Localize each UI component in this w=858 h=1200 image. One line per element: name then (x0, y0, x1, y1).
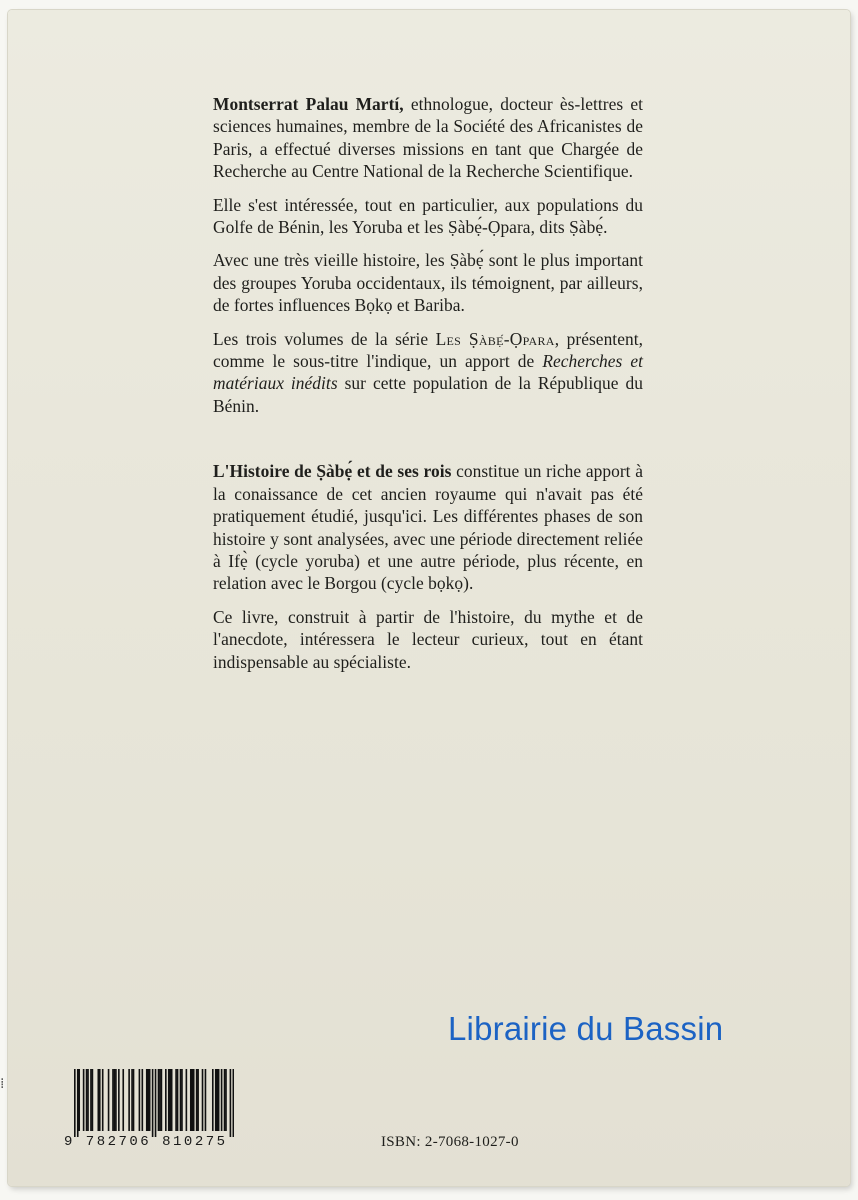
author-name: Montserrat Palau Martí, (213, 94, 404, 114)
barcode-bar (142, 1069, 144, 1131)
barcode-bar (99, 1069, 101, 1131)
subtitle-italic: Recherches et matériaux inédits (213, 351, 644, 394)
isbn-number: ISBN: 2-7068-1027-0 (381, 1134, 519, 1150)
barcode-bar (233, 1069, 234, 1137)
barcode-bar (215, 1069, 217, 1131)
barcode-digits: 9 782706 810275 (64, 1134, 228, 1150)
history-paragraph: Avec une très vieille histoire, les Ṣàbẹ́ sont le plus important des groupes Yoruba occidentaux, ils témoignent, par ailleurs, de fortes influences Bọkọ et Bariba. (213, 250, 643, 316)
barcode-bar (181, 1069, 183, 1131)
barcode-bar (197, 1069, 199, 1131)
barcode-bar (177, 1069, 179, 1131)
barcode-bar (86, 1069, 88, 1131)
barcode-bar (190, 1069, 192, 1131)
barcode-bar (122, 1069, 124, 1131)
back-cover-text (213, 93, 643, 684)
barcode-bar (212, 1069, 214, 1131)
barcode-bar (202, 1069, 204, 1131)
barcode-bar (118, 1069, 120, 1131)
barcode-bar (78, 1069, 80, 1131)
barcode-bar (218, 1069, 220, 1131)
barcode-bar (224, 1069, 226, 1131)
barcode-bar (108, 1069, 110, 1131)
barcode-bar (165, 1069, 167, 1131)
book-description-paragraph (213, 460, 643, 594)
book-description: constitue un riche apport à la conaissance de cet ancien royaume qui n'avait pas été pratiquement étudié, jusqu'ici. Les différentes phases de son histoire y sont analysées, avec une période directement reliée à Ifẹ̀ (cycle yoruba) et une autre période, plus récente, en relation avec le Borgou (cycle bọkọ). (213, 461, 643, 594)
series-title: Les Ṣàbẹ́-Ọpara (435, 328, 555, 349)
barcode-bar (168, 1069, 170, 1131)
barcode (50, 1069, 235, 1161)
barcode-bar (115, 1069, 117, 1131)
barcode-bar (180, 1069, 182, 1131)
barcode-bar (112, 1069, 114, 1131)
barcode-bar (159, 1069, 161, 1131)
barcode-bar (97, 1069, 99, 1131)
barcode-bar (133, 1069, 135, 1131)
barcode-bar (83, 1069, 85, 1131)
barcode-bar (146, 1069, 148, 1131)
barcode-bar (186, 1069, 188, 1131)
barcode-bar (128, 1069, 130, 1131)
barcode-bar (139, 1069, 141, 1131)
barcode-bars (74, 1069, 234, 1141)
barcode-bar (74, 1069, 76, 1137)
book-back-cover (8, 10, 850, 1186)
author-bio: ethnologue, docteur ès-lettres et sciences humaines, membre de la Société des Africanistes de Paris, a effectué diverses missions en tant que Chargée de Recherche au Centre National de la Recherche Scientifique. (213, 94, 643, 182)
series-end: sur cette population de la République du Bénin. (213, 373, 643, 416)
barcode-bar (171, 1069, 173, 1131)
barcode-bar (221, 1069, 223, 1131)
barcode-bar (175, 1069, 177, 1131)
series-middle: , présentent, comme le sous-titre l'indique, un apport de (213, 328, 643, 372)
barcode-bar (158, 1069, 160, 1131)
barcode-bar (193, 1069, 195, 1131)
barcode-bar (191, 1069, 193, 1131)
barcode-bar (155, 1069, 157, 1137)
barcode-bar (196, 1069, 198, 1131)
barcode-bar (205, 1069, 207, 1131)
book-title: L'Histoire de Ṣàbẹ́ et de ses rois (213, 461, 452, 482)
barcode-bar (92, 1069, 94, 1131)
barcode-bar (152, 1069, 154, 1137)
barcode-bar (161, 1069, 163, 1131)
barcode-bar (77, 1069, 79, 1137)
author-paragraph (213, 93, 643, 183)
barcode-bar (102, 1069, 104, 1131)
section-gap (213, 428, 643, 460)
seller-watermark: Librairie du Bassin (448, 1010, 724, 1047)
barcode-bar (87, 1069, 89, 1131)
barcode-bar (90, 1069, 92, 1131)
barcode-bar (149, 1069, 151, 1131)
closing-paragraph: Ce livre, construit à partir de l'histoire, du mythe et de l'anecdote, intéressera le lecteur curieux, tout en étant indispensable au spécialiste. (213, 606, 643, 672)
barcode-bar (216, 1069, 218, 1131)
series-paragraph (213, 328, 643, 418)
edge-mark: ⁞ (0, 1076, 5, 1092)
populations-paragraph: Elle s'est intéressée, tout en particulier, aux populations du Golfe de Bénin, les Yoruba et les Ṣàbẹ́-Ọpara, dits Ṣàbẹ́. (213, 194, 643, 238)
series-intro: Les trois volumes de la série (213, 328, 436, 349)
barcode-bar (225, 1069, 227, 1131)
barcode-bar (230, 1069, 232, 1137)
barcode-bar (114, 1069, 116, 1131)
barcode-bar (169, 1069, 171, 1131)
barcode-bar (131, 1069, 133, 1131)
barcode-bar (147, 1069, 149, 1131)
